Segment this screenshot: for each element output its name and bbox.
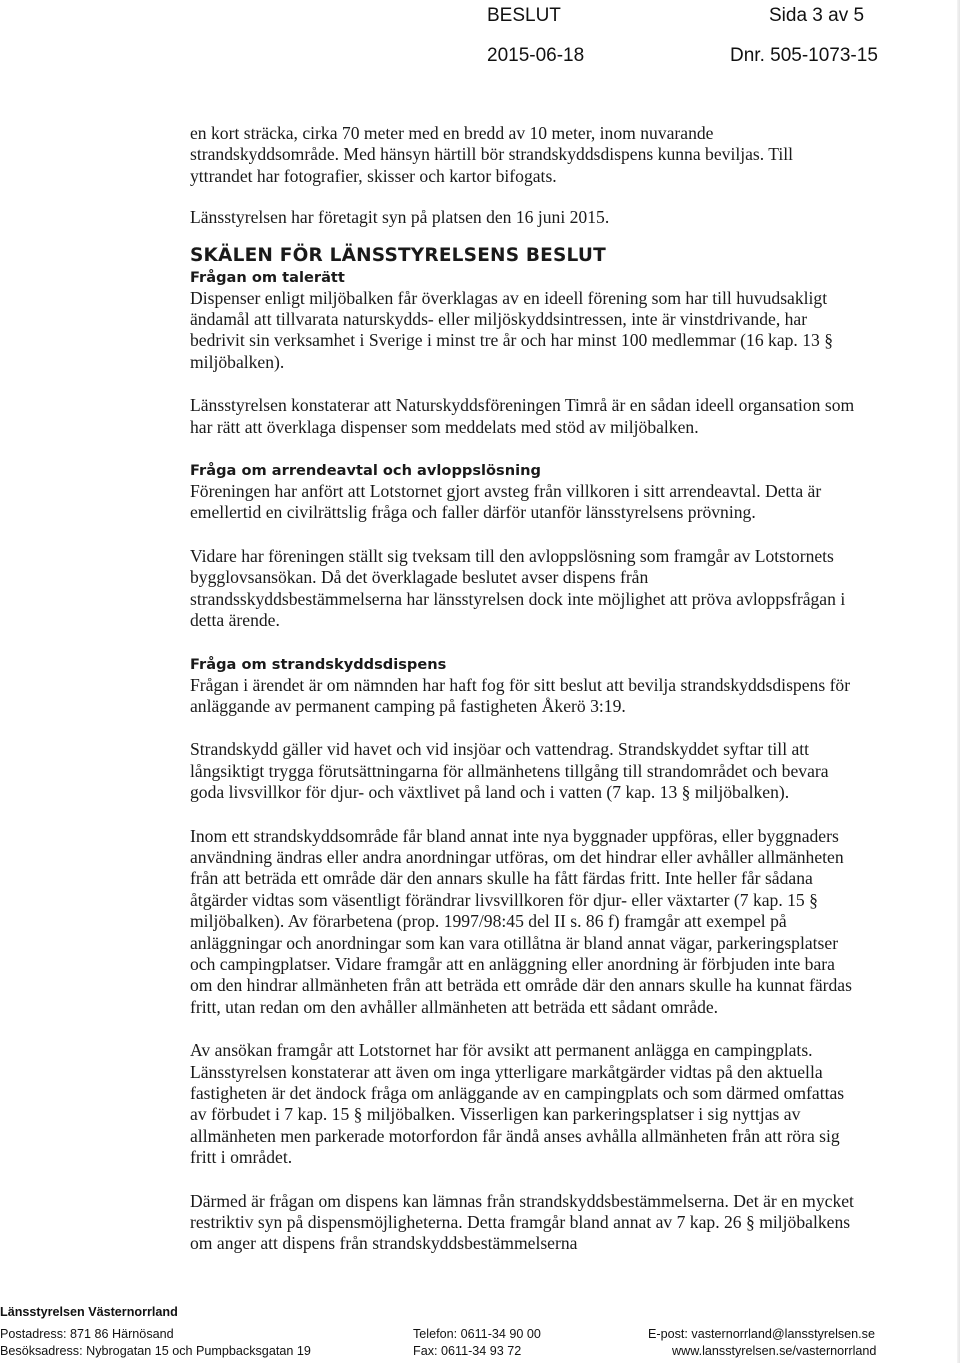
subheading: Fråga om strandskyddsdispens [190,655,447,673]
paragraph: Dispenser enligt miljöbalken får överklagas av en ideell förening som har till huvudsakligt ändamål att tillvarata naturskydds- eller miljöskyddsintressen, inte är vinstdrivande, har bedrivit sin verksamhet i Sverige i minst tre år och har minst 100 medlemmar (16 kap. 13 § miljöbalken). [190,287,834,372]
footer-email[interactable]: E-post: vasternorrland@lansstyrelsen.se [648,1327,875,1341]
footer-visit-address: Besöksadress: Nybrogatan 15 och Pumpbacksgatan 19 [0,1344,311,1358]
footer-organization: Länsstyrelsen Västernorrland [0,1305,178,1319]
footer-middle [413,1326,541,1360]
document-body [190,123,855,1255]
section-heading: SKÄLEN FÖR LÄNSSTYRELSENS BESLUT [190,244,606,266]
footer-left [0,1304,311,1360]
footer-website[interactable]: www.lansstyrelsen.se/vasternorrland [672,1344,877,1358]
paragraph: Länsstyrelsen har företagit syn på platsen den 16 juni 2015. [190,207,610,228]
page-number: Sida 3 av 5 [769,5,865,26]
paragraph: Länsstyrelsen konstaterar att Naturskyddsföreningen Timrå är en sådan ideell organsation som har rätt att överklaga dispenser som meddelats med stöd av miljöbalken. [190,395,855,437]
subheading: Frågan om talerätt [190,268,345,286]
footer-phone: Telefon: 0611-34 90 00 [413,1327,541,1341]
footer-fax: Fax: 0611-34 93 72 [413,1344,522,1358]
paragraph: Föreningen har anfört att Lotstornet gjort avsteg från villkoren i sitt arrendeavtal. Detta är emellertid en civilrättslig fråga och faller därför utanför länsstyrelsens prövning. [190,481,822,523]
paragraph: Inom ett strandskyddsområde får bland annat inte nya byggnader uppföras, eller byggnaders användning ändras eller andra anordningar utföras, om det hindrar eller avhåller allmänheten från att beträda ett område där den annars skulle ha fått färdas fritt. Inte heller får sådana åtgärder vidtas som väsentligt förändrar livsvillkoren för djur- eller växtarter (7 kap. 15 § miljöbalken). Av förarbetena (prop. 1997/98:45 del II s. 86 f) framgår att exempel på anläggningar och anordningar som kan vara otillåtna är bland annat vägar, parkeringsplatser och campingplatser. Vidare framgår att en anläggning eller anordning är förbjuden inte bara om den hindrar allmänheten från att beträda ett område där den annars skulle ha kunnat färdas fritt, utan redan om den avhåller allmänheten att beträda ett sådant område. [190,825,852,1017]
paragraph: en kort sträcka, cirka 70 meter med en bredd av 10 meter, inom nuvarande strandskyddsområde. Med hänsyn härtill bör strandskyddsdispens kunna beviljas. Till yttrandet har fotografier, skisser och kartor bifogats. [190,123,794,186]
diary-number: Dnr. 505-1073-15 [730,45,878,66]
subheading: Fråga om arrendeavtal och avloppslösning [190,462,541,480]
paragraph: Därmed är frågan om dispens kan lämnas från strandskyddsbestämmelserna. Det är en mycket restriktiv syn på dispensmöjligheterna. Detta framgår bland annat av 7 kap. 26 § miljöbalkens om anger att dispens från strandskyddsbestämmelserna [190,1190,854,1254]
document-type: BESLUT [487,5,561,26]
document-date: 2015-06-18 [487,45,585,66]
paragraph: Vidare har föreningen ställt sig tveksam till den avloppslösning som framgår av Lotstornets bygglovsansökan. Då det överklagade beslutet avser dispens från strandsskyddsbestämmelserna har länsstyrelsen dock inte möjlighet att pröva avloppsfrågan i detta ärende. [190,545,846,631]
paragraph: Strandskydd gäller vid havet och vid insjöar och vattendrag. Strandskyddet syftar till att långsiktigt trygga förutsättningarna för allmänhetens tillgång till strandområdet och bevara goda livsvillkor för djur- och växtlivet på land och i vatten (7 kap. 13 § miljöbalken). [190,739,829,803]
paragraph: Frågan i ärendet är om nämnden har haft fog för sitt beslut att bevilja strandskyddsdispens för anläggande av permanent camping på fastigheten Åkerö 3:19. [190,674,851,716]
footer-postal-address: Postadress: 871 86 Härnösand [0,1327,174,1341]
paragraph: Av ansökan framgår att Lotstornet har för avsikt att permanent anlägga en campingplats. Länsstyrelsen konstaterar att även om inga ytterligare markåtgärder vidtas på den aktuella fastigheten är det ändock fråga om anläggande av en campingplats och som därmed omfattas av förbudet i 7 kap. 15 § miljöbalken. Visserligen kan parkeringsplatser i sig nyttjas av allmänheten men parkerade motorfordon får ändå anses avhålla allmänheten från att röra sig fritt i området. [190,1040,845,1168]
footer-right [648,1326,876,1360]
